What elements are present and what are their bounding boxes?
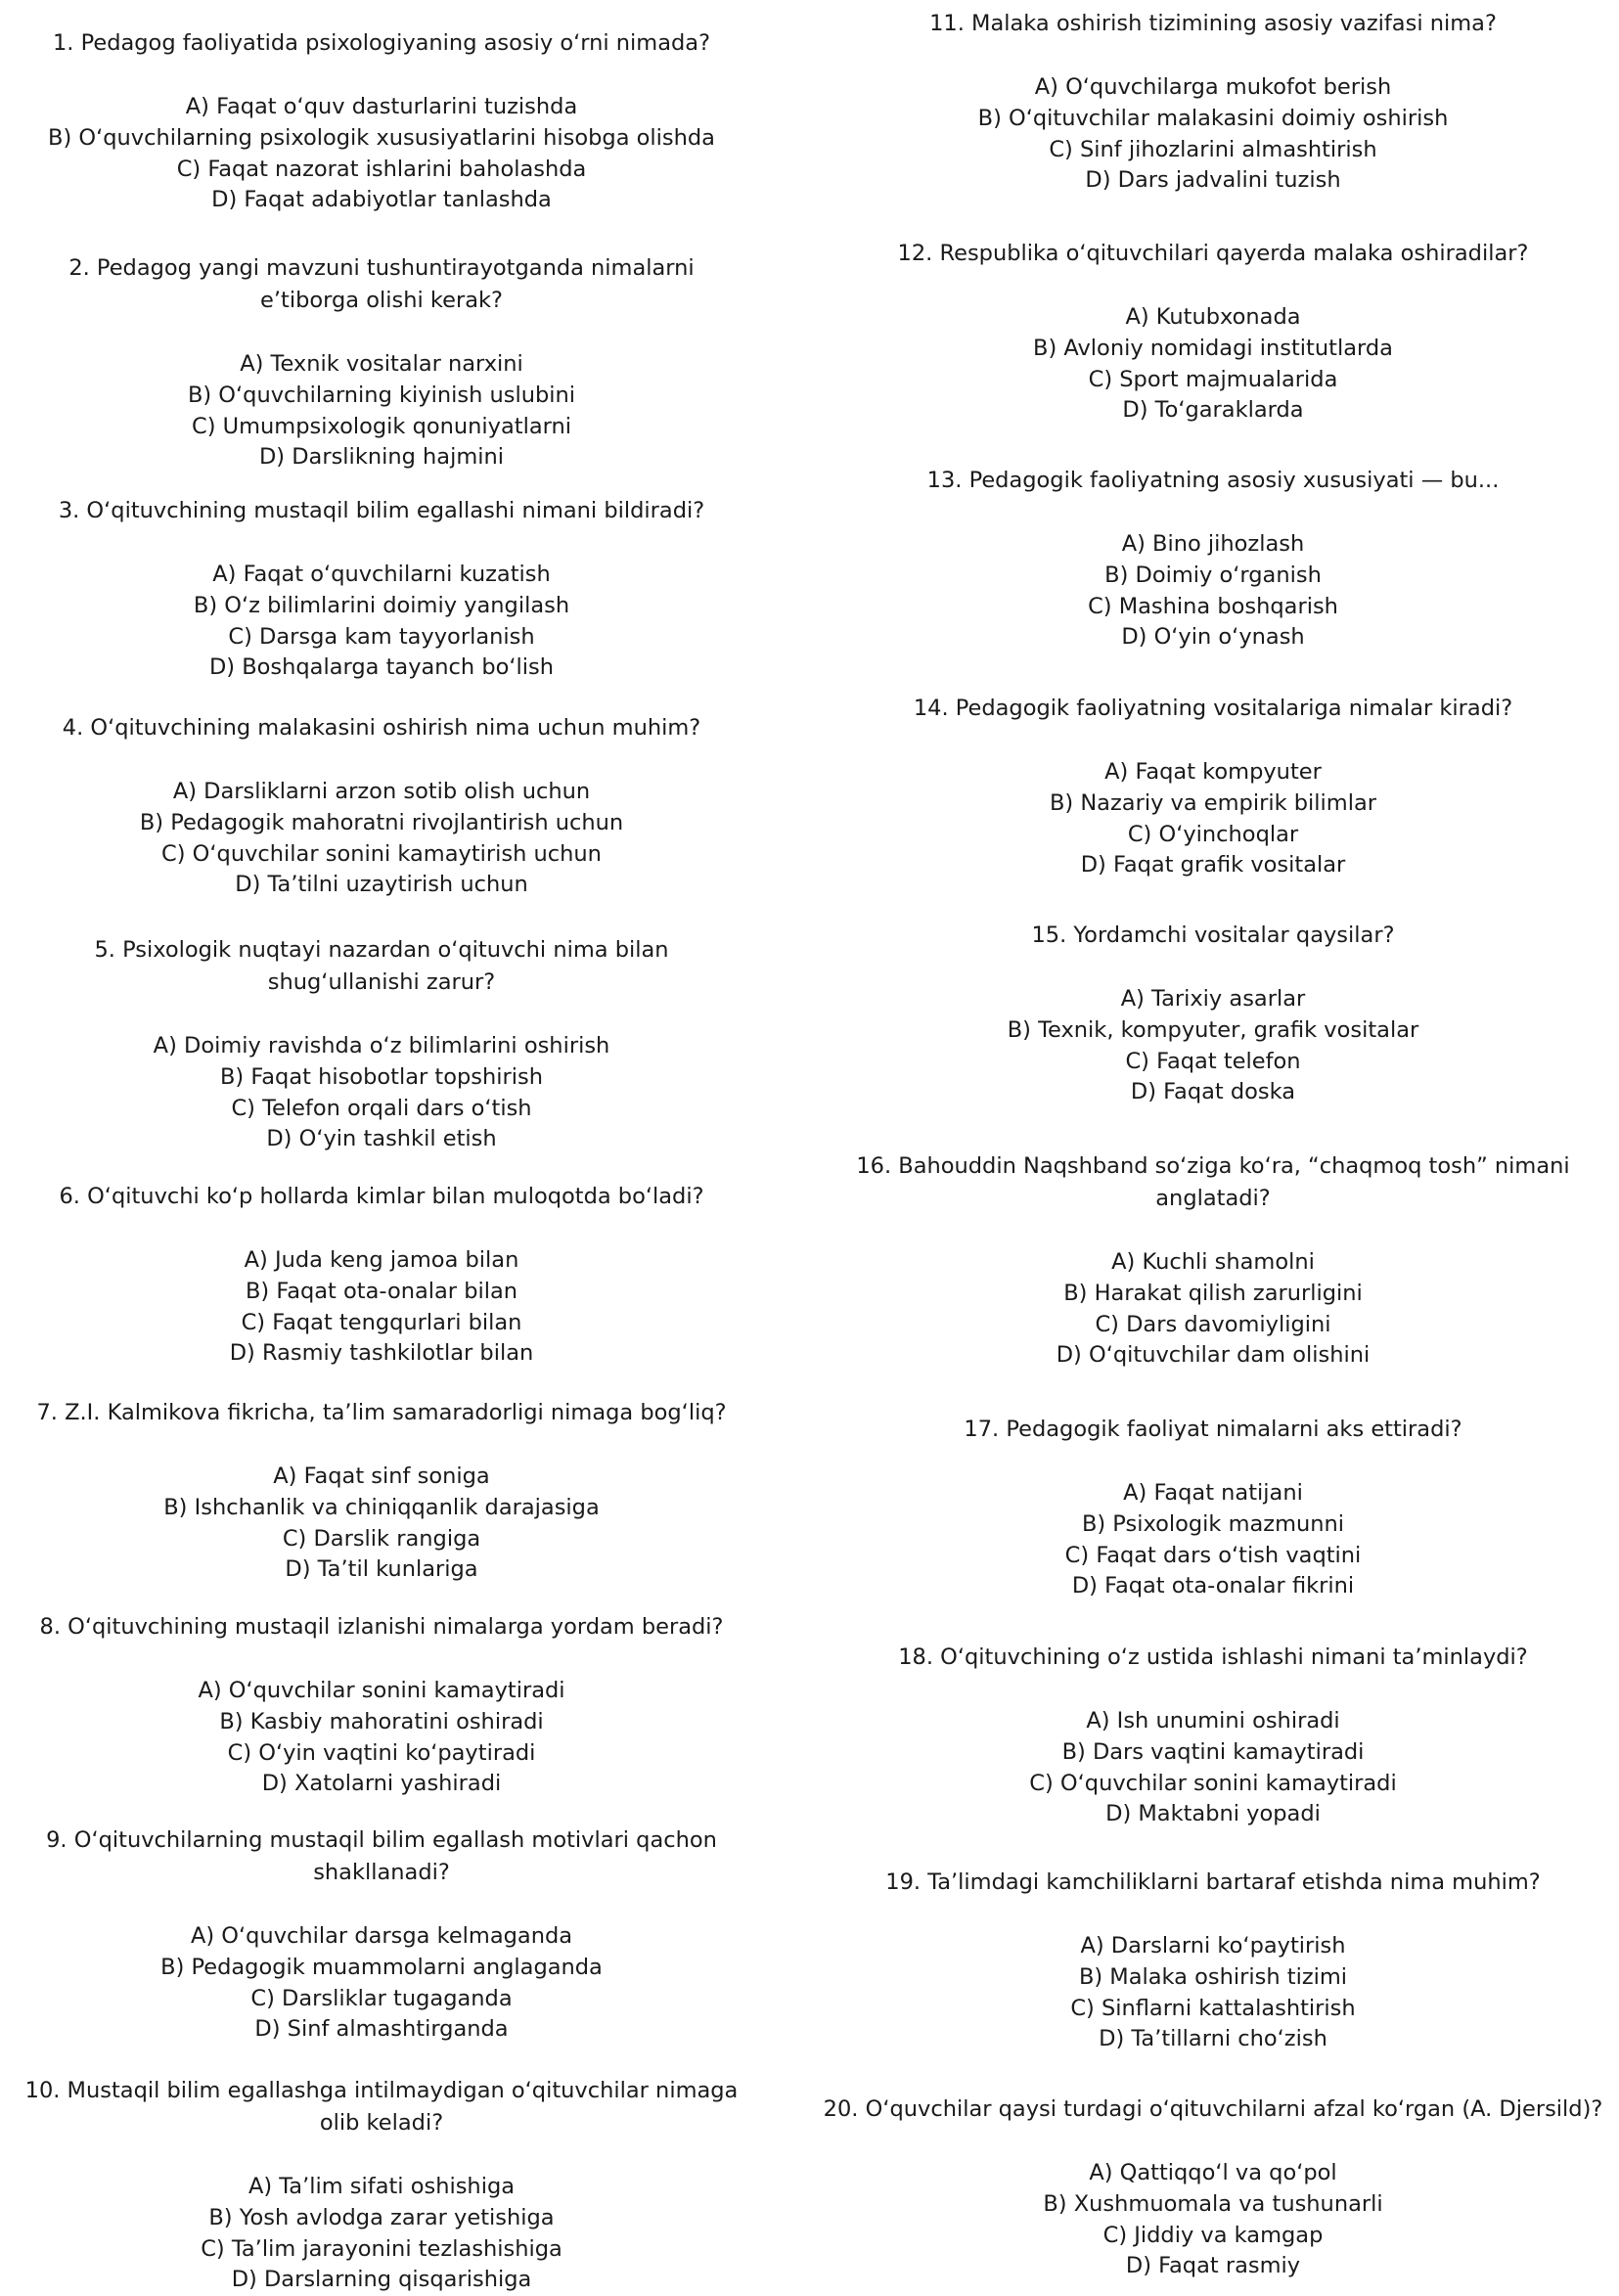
answer-option-d: D) Faqat grafik vositalar — [1080, 852, 1346, 878]
question-text: 15. Yordamchi vositalar qaysilar? — [1031, 923, 1395, 948]
answer-options — [20, 1462, 743, 1586]
question-7 — [20, 1397, 743, 1586]
answer-option-b: B) O‘z bilimlarini doimiy yangilash — [193, 592, 570, 618]
question-text: 8. O‘qituvchining mustaqil izlanishi nimalarga yordam beradi? — [39, 1614, 724, 1640]
answer-option-c: C) Jiddiy va kamgap — [1102, 2222, 1324, 2248]
answer-option-c: C) Sinflarni kattalashtirish — [1070, 1995, 1356, 2021]
answer-option-c: C) Darsga kam tayyorlanish — [228, 623, 535, 650]
answer-option-d: D) Ta’tillarni cho‘zish — [1099, 2026, 1327, 2052]
answer-option-b: B) Dars vaqtini kamaytiradi — [1061, 1738, 1365, 1765]
answer-options — [822, 2158, 1604, 2282]
answer-option-a: A) Kuchli shamolni — [1111, 1249, 1315, 1275]
question-text: 6. O‘qituvchi ko‘p hollarda kimlar bilan muloqotda bo‘ladi? — [59, 1184, 704, 1209]
answer-options — [822, 529, 1604, 653]
answer-option-b: B) Doimiy o‘rganish — [1104, 562, 1322, 588]
question-15 — [822, 920, 1604, 1108]
question-text: 19. Ta’limdagi kamchiliklarni bartaraf etishda nima muhim? — [885, 1869, 1541, 1895]
answer-option-c: C) O‘yin vaqtini ko‘paytiradi — [227, 1739, 536, 1766]
answer-option-c: C) Dars davomiyligini — [1095, 1311, 1331, 1337]
question-text: 5. Psixologik nuqtayi nazardan o‘qituvchi nima bilan shug‘ullanishi zarur? — [94, 937, 669, 995]
answer-option-d: D) To‘garaklarda — [1122, 397, 1304, 424]
question-text: 14. Pedagogik faoliyatning vositalariga nimalar kiradi? — [913, 696, 1513, 721]
answer-option-b: B) Pedagogik mahoratni rivojlantirish uchun — [139, 809, 624, 835]
answer-option-a: A) Faqat natijani — [1123, 1480, 1303, 1506]
answer-option-d: D) Dars jadvalini tuzish — [1085, 167, 1341, 194]
answer-option-d: D) Sinf almashtirganda — [254, 2016, 509, 2043]
answer-option-a: A) Faqat sinf soniga — [273, 1463, 490, 1489]
answer-options — [20, 92, 743, 216]
answer-option-b: B) O‘qituvchilar malakasini doimiy oshirish — [977, 105, 1449, 131]
question-1 — [20, 27, 743, 216]
answer-options — [20, 2172, 743, 2296]
question-6 — [20, 1181, 743, 1370]
answer-option-d: D) Darslikning hajmini — [258, 444, 505, 471]
question-16 — [822, 1150, 1604, 1372]
answer-option-a: A) Faqat o‘quv dasturlarini tuzishda — [185, 94, 578, 119]
answer-option-c: C) Darsliklar tugaganda — [250, 1985, 513, 2011]
question-5 — [20, 934, 743, 1155]
answer-option-a: A) O‘quvchilarga mukofot berish — [1034, 74, 1392, 100]
answer-option-b: B) Yosh avlodga zarar yetishiga — [208, 2204, 555, 2230]
question-text: 12. Respublika o‘qituvchilari qayerda malaka oshiradilar? — [897, 241, 1529, 266]
answer-option-d: D) O‘yin tashkil etish — [266, 1126, 497, 1152]
answer-option-d: D) Faqat doska — [1130, 1079, 1296, 1105]
question-13 — [822, 465, 1604, 653]
answer-option-b: B) Ishchanlik va chiniqqanlik darajasiga — [163, 1494, 600, 1520]
answer-option-c: C) O‘quvchilar sonini kamaytirish uchun — [161, 840, 602, 867]
answer-option-d: D) Rasmiy tashkilotlar bilan — [229, 1340, 534, 1367]
question-text: 7. Z.I. Kalmikova fikricha, ta’lim samaradorligi nimaga bog‘liq? — [36, 1400, 727, 1425]
answer-option-d: D) Faqat adabiyotlar tanlashda — [211, 187, 552, 213]
answer-option-b: B) Harakat qilish zarurligini — [1063, 1280, 1363, 1306]
answer-option-b: B) Texnik, kompyuter, grafik vositalar — [1007, 1016, 1419, 1043]
answer-options — [20, 777, 743, 901]
question-14 — [822, 693, 1604, 881]
answer-option-a: A) O‘quvchilar sonini kamaytiradi — [198, 1678, 565, 1703]
answer-option-d: D) Ta’tilni uzaytirish uchun — [235, 872, 528, 898]
answer-option-c: C) Sport majmualarida — [1088, 366, 1338, 392]
question-11 — [822, 8, 1604, 197]
answer-option-d: D) Darslarning qisqarishiga — [231, 2267, 532, 2293]
answer-option-a: A) O‘quvchilar darsga kelmaganda — [190, 1923, 573, 1949]
answer-option-a: A) Kutubxonada — [1125, 304, 1301, 330]
answer-options — [822, 1247, 1604, 1372]
answer-option-c: C) O‘quvchilar sonini kamaytiradi — [1029, 1770, 1397, 1796]
answer-option-d: D) Boshqalarga tayanch bo‘lish — [208, 654, 555, 681]
answer-option-a: A) Texnik vositalar narxini — [240, 351, 523, 377]
answer-option-c: C) Faqat tengqurlari bilan — [241, 1309, 522, 1335]
answer-option-d: D) O‘qituvchilar dam olishini — [1056, 1342, 1371, 1369]
answer-option-c: C) Faqat telefon — [1125, 1048, 1301, 1074]
answer-option-a: A) Ish unumini oshiradi — [1086, 1708, 1340, 1733]
answer-options — [20, 1676, 743, 1800]
answer-option-b: B) Nazariy va empirik bilimlar — [1049, 789, 1377, 816]
question-text: 20. O‘quvchilar qaysi turdagi o‘qituvchilarni afzal ko‘rgan (A. Djersild)? — [823, 2096, 1603, 2122]
answer-option-b: B) Avloniy nomidagi institutlarda — [1033, 335, 1393, 361]
question-8 — [20, 1611, 743, 1800]
question-12 — [822, 238, 1604, 427]
answer-options — [822, 1478, 1604, 1602]
answer-options — [20, 1921, 743, 2046]
answer-option-a: A) Faqat kompyuter — [1104, 759, 1322, 785]
answer-option-b: B) Kasbiy mahoratini oshiradi — [219, 1708, 544, 1734]
answer-option-c: C) Mashina boshqarish — [1088, 593, 1338, 619]
question-2 — [20, 252, 743, 473]
question-3 — [20, 495, 743, 684]
answer-option-c: C) Faqat nazorat ishlarini baholashda — [176, 156, 587, 182]
question-text: 18. O‘qituvchining o‘z ustida ishlashi nimani ta’minlaydi? — [898, 1644, 1528, 1670]
answer-option-c: C) Darslik rangiga — [282, 1525, 481, 1552]
answer-option-c: C) Telefon orqali dars o‘tish — [231, 1095, 532, 1121]
answer-option-a: A) Bino jihozlash — [1121, 531, 1305, 557]
answer-option-b: B) Faqat hisobotlar topshirish — [220, 1063, 543, 1090]
answer-option-a: A) Faqat o‘quvchilarni kuzatish — [212, 562, 551, 587]
answer-option-a: A) Ta’lim sifati oshishiga — [247, 2174, 516, 2199]
answer-option-a: A) Qattiqqo‘l va qo‘pol — [1089, 2160, 1337, 2185]
answer-options — [20, 560, 743, 684]
question-19 — [822, 1867, 1604, 2055]
answer-option-a: A) Juda keng jamoa bilan — [244, 1247, 519, 1273]
answer-option-a: A) Darsliklarni arzon sotib olish uchun — [172, 779, 591, 804]
answer-option-c: C) Ta’lim jarayonini tezlashishiga — [201, 2235, 562, 2262]
answer-option-a: A) Tarixiy asarlar — [1120, 986, 1306, 1012]
question-10 — [20, 2075, 743, 2296]
answer-option-d: D) Ta’til kunlariga — [285, 1556, 478, 1583]
answer-option-c: C) Umumpsixologik qonuniyatlarni — [192, 413, 571, 439]
question-text: 11. Malaka oshirish tizimining asosiy vazifasi nima? — [929, 11, 1497, 36]
question-text: 13. Pedagogik faoliyatning asosiy xususiyati — bu... — [926, 468, 1500, 493]
question-18 — [822, 1642, 1604, 1830]
answer-option-d: D) Xatolarni yashiradi — [261, 1771, 502, 1797]
question-text: 9. O‘qituvchilarning mustaqil bilim egallash motivlari qachon shakllanadi? — [46, 1827, 717, 1885]
question-text: 3. O‘qituvchining mustaqil bilim egallashi nimani bildiradi? — [58, 498, 705, 523]
answer-options — [822, 1931, 1604, 2055]
answer-option-d: D) O‘yin o‘ynash — [1121, 624, 1305, 651]
answer-option-c: C) O‘yinchoqlar — [1127, 821, 1299, 847]
answer-option-b: B) Malaka oshirish tizimi — [1078, 1963, 1348, 1990]
answer-options — [822, 984, 1604, 1108]
answer-options — [20, 1031, 743, 1155]
answer-option-b: B) Pedagogik muammolarni anglaganda — [160, 1954, 603, 1980]
question-9 — [20, 1824, 743, 2046]
question-text: 2. Pedagog yangi mavzuni tushuntirayotganda nimalarni e’tiborga olishi kerak? — [68, 255, 695, 313]
question-text: 1. Pedagog faoliyatida psixologiyaning asosiy o‘rni nimada? — [52, 30, 711, 56]
answer-option-b: B) Faqat ota-onalar bilan — [245, 1278, 518, 1304]
answer-option-d: D) Maktabni yopadi — [1105, 1801, 1321, 1827]
question-text: 16. Bahouddin Naqshband so‘ziga ko‘ra, “chaqmoq tosh” nimani anglatadi? — [856, 1153, 1570, 1211]
answer-options — [822, 302, 1604, 427]
answer-option-b: B) O‘quvchilarning kiyinish uslubini — [187, 382, 576, 408]
answer-option-d: D) Faqat rasmiy — [1125, 2253, 1301, 2279]
question-text: 4. O‘qituvchining malakasini oshirish nima uchun muhim? — [62, 715, 701, 741]
answer-option-a: A) Darslarni ko‘paytirish — [1080, 1933, 1346, 1958]
question-20 — [822, 2093, 1604, 2282]
answer-option-b: B) Xushmuomala va tushunarli — [1043, 2190, 1383, 2217]
answer-option-c: C) Sinf jihozlarini almashtirish — [1049, 136, 1377, 162]
answer-options — [822, 72, 1604, 197]
question-text: 17. Pedagogik faoliyat nimalarni aks ettiradi? — [964, 1417, 1462, 1442]
answer-option-b: B) Psixologik mazmunni — [1081, 1510, 1345, 1537]
answer-options — [20, 349, 743, 473]
question-4 — [20, 712, 743, 901]
answer-option-a: A) Doimiy ravishda o‘z bilimlarini oshirish — [153, 1033, 610, 1058]
answer-option-d: D) Faqat ota-onalar fikrini — [1071, 1573, 1355, 1599]
answer-options — [20, 1245, 743, 1370]
answer-options — [822, 1706, 1604, 1830]
answer-option-b: B) O‘quvchilarning psixologik xususiyatlarini hisobga olishda — [48, 124, 715, 151]
answer-options — [822, 757, 1604, 881]
answer-option-c: C) Faqat dars o‘tish vaqtini — [1064, 1542, 1362, 1568]
question-text: 10. Mustaqil bilim egallashga intilmaydigan o‘qituvchilar nimaga olib keladi? — [24, 2078, 739, 2136]
question-17 — [822, 1414, 1604, 1602]
